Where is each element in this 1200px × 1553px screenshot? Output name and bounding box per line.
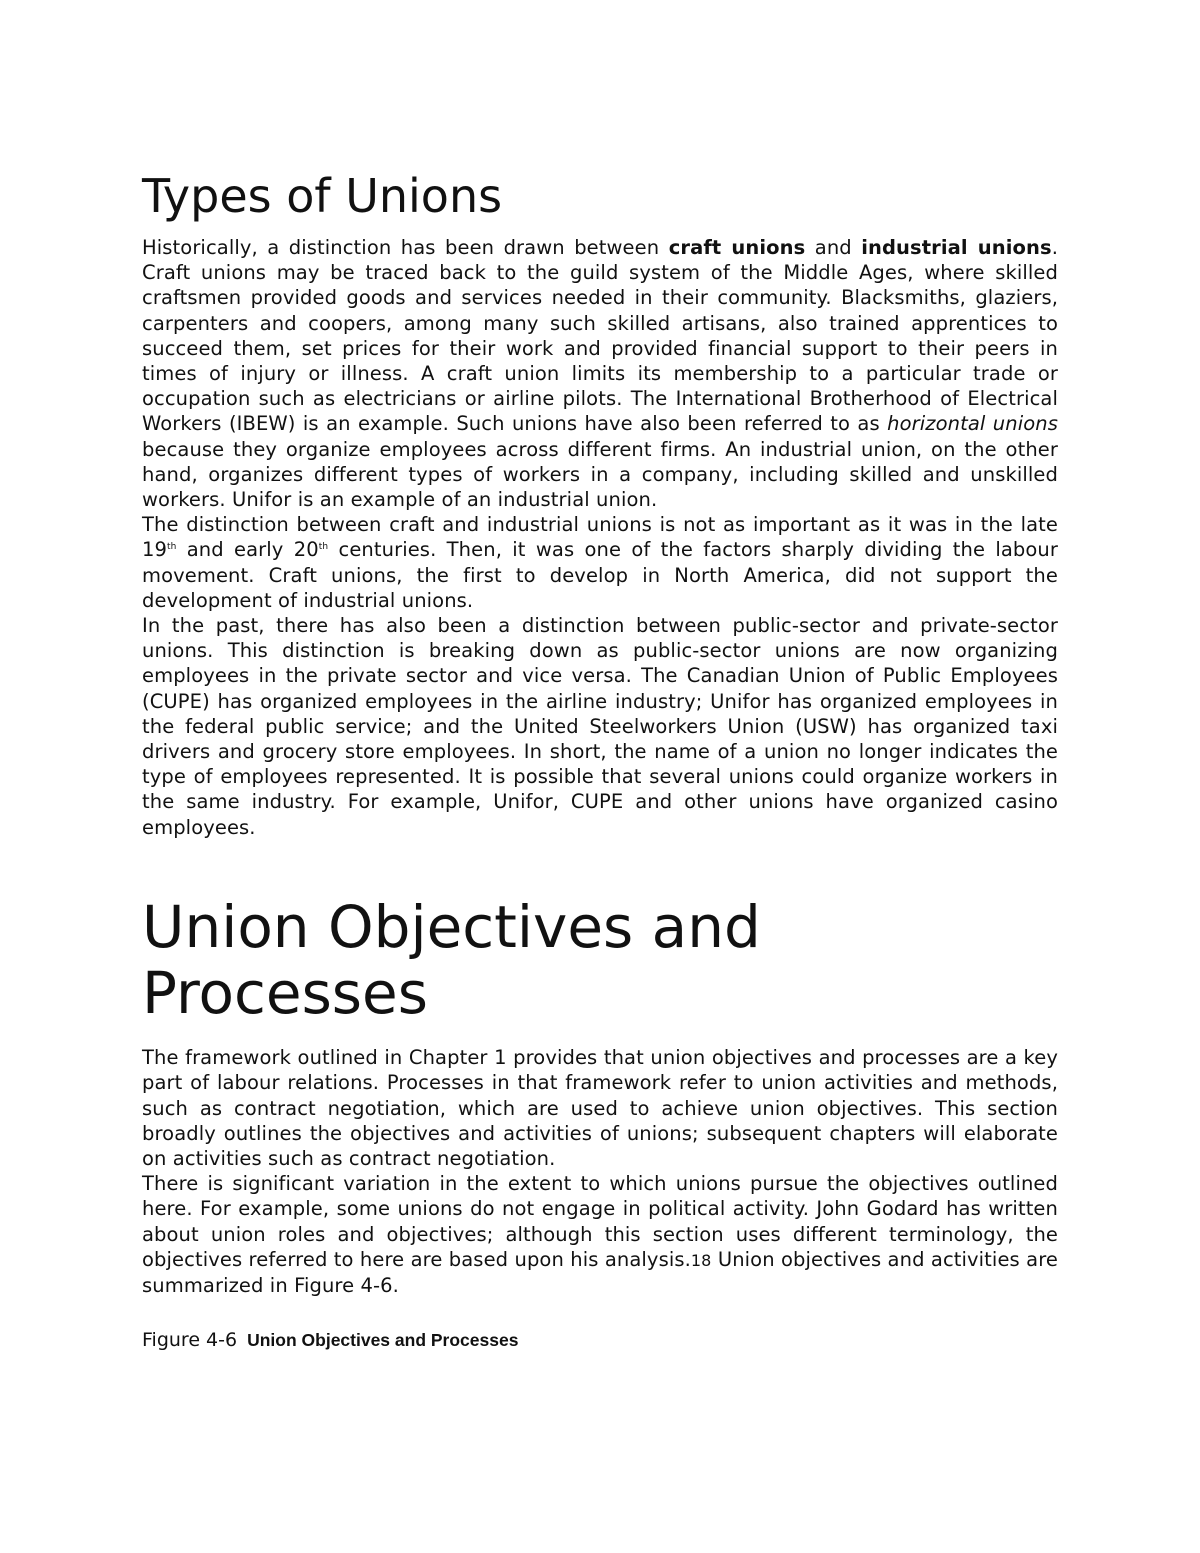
text-run: and bbox=[805, 235, 862, 259]
paragraph-public-private: In the past, there has also been a distinction between public-sector and private-sector unions. This distinction is breaking down as public-sector unions are now organizing employees in the private sector and vice versa. The Canadian Union of Public Employees (CUPE) has organized employees in the airline industry; Unifor has organized employees in the federal public service; and the United Steelworkers Union (USW) has organized taxi drivers and grocery store employees. In short, the name of a union no longer indicates the type of employees represented. It is possible that several unions could organize workers in the same industry. For example, Unifor, CUPE and other unions have organized casino employees. bbox=[142, 613, 1058, 839]
term-craft-unions: craft unions bbox=[668, 235, 806, 259]
paragraph-distinction-history bbox=[142, 512, 1058, 613]
text-run: The distinction between craft and industrial unions is not as important as it was in the late 19 bbox=[142, 513, 1058, 562]
figure-label: Figure 4-6 bbox=[142, 1329, 238, 1352]
paragraph-variation bbox=[142, 1171, 1058, 1298]
footnote-ref[interactable]: 18 bbox=[690, 1250, 712, 1270]
term-horizontal-unions: horizontal unions bbox=[887, 412, 1058, 436]
figure-caption bbox=[142, 1328, 1058, 1352]
text-run: and early 20 bbox=[176, 538, 319, 562]
paragraph-framework: The framework outlined in Chapter 1 provides that union objectives and processes are a key part of labour relations. Processes in that framework refer to union activities and methods, such as contract negotiation, which are used to achieve union objectives. This section broadly outlines the objectives and activities of unions; subsequent chapters will elaborate on activities such as contract negotiation. bbox=[142, 1046, 1058, 1170]
text-run: centuries. Then, it was one of the factors sharply dividing the labour movement. Craft unions, the first to develop in North America, did not support the development of industrial unions. bbox=[142, 538, 1058, 612]
text-run: Union objectives and activities are summarized in Figure 4-6. bbox=[142, 1247, 1058, 1297]
document-page bbox=[142, 170, 1058, 1352]
paragraph-craft-industrial bbox=[142, 235, 1058, 512]
figure-title: Union Objectives and Processes bbox=[247, 1330, 519, 1351]
text-run: There is significant variation in the extent to which unions pursue the objectives outlined here. For example, some unions do not engage in political activity. John Godard has written about union roles and objectives; although this section uses different terminology, the objectives referred to here are based upon his analysis. bbox=[142, 1172, 1058, 1271]
superscript-th: th bbox=[167, 542, 177, 553]
text-run: . Craft unions may be traced back to the guild system of the Middle Ages, where skilled craftsmen provided goods and services needed in their community. Blacksmiths, glaziers, carpenters and coopers, among many such skilled artisans, also trained apprentices to succeed them, set prices for their work and provided financial support to their peers in times of injury or illness. A craft union limits its membership to a particular trade or occupation such as electricians or airline pilots. The International Brotherhood of Electrical Workers (IBEW) is an example. Such unions have also been referred to as bbox=[142, 235, 1058, 436]
section-title-types-of-unions: Types of Unions bbox=[142, 169, 503, 223]
text-run: because they organize employees across different firms. An industrial union, on the other hand, organizes different types of workers in a company, including skilled and unskilled workers. Unifor is an example of an industrial union. bbox=[142, 437, 1058, 511]
superscript-th: th bbox=[318, 542, 329, 553]
term-industrial-unions: industrial unions bbox=[861, 235, 1052, 259]
section-title-union-objectives: Union Objectives and Processes bbox=[142, 892, 761, 1028]
text-run: Historically, a distinction has been drawn between bbox=[142, 235, 669, 259]
